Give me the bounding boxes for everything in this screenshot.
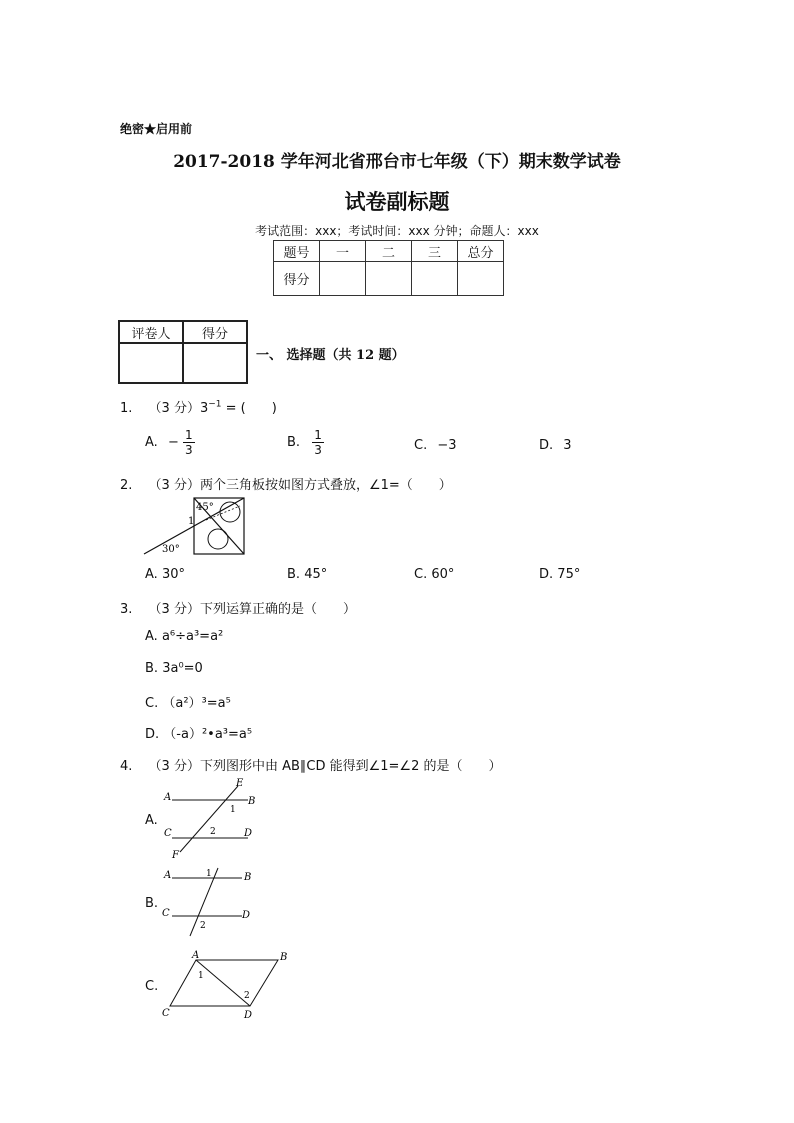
fraction-numerator: 1	[314, 428, 322, 442]
option-label: D.	[539, 438, 554, 453]
score-input-cell[interactable]	[458, 262, 504, 296]
score-input-cell[interactable]	[366, 262, 412, 296]
question-stem-suffix: = ( )	[221, 401, 277, 416]
q1-option-a[interactable]	[145, 428, 195, 457]
q4-option-a[interactable]	[145, 813, 158, 828]
option-label: A.	[145, 629, 158, 644]
confidential-label: 绝密★启用前	[120, 122, 193, 136]
question-2	[120, 474, 452, 493]
option-label: B.	[287, 435, 301, 450]
q3-option-d[interactable]	[145, 723, 252, 742]
q2-option-b[interactable]	[287, 567, 327, 582]
option-text: 60°	[431, 567, 455, 582]
point-f-label: F	[172, 850, 179, 860]
option-label: B.	[145, 661, 159, 676]
question-stem: （3 分）下列运算正确的是（ ）	[148, 602, 356, 617]
fraction-denominator: 3	[314, 443, 322, 457]
option-label: D.	[539, 567, 554, 582]
option-text: （-a）²•a³=a⁵	[163, 727, 253, 742]
option-label: A.	[145, 567, 158, 582]
q3-option-c[interactable]	[145, 692, 231, 711]
point-a-label: A	[164, 792, 172, 803]
question-number: 4.	[120, 759, 133, 774]
option-label: C.	[145, 979, 159, 994]
score-input-cell[interactable]	[412, 262, 458, 296]
option-label: C.	[145, 696, 159, 711]
q1-option-c[interactable]	[414, 438, 457, 453]
angle-2-label: 2	[244, 991, 250, 1001]
question-stem: （3 分）下列图形中由 AB∥CD 能得到∠1=∠2 的是（ ）	[148, 759, 502, 774]
point-d-label: D	[242, 910, 251, 921]
option-text: （a²）³=a⁵	[162, 696, 231, 711]
question-stem-prefix: （3 分）3	[148, 401, 209, 416]
angle-2-label: 2	[200, 921, 206, 931]
q4-figure-b	[160, 864, 270, 940]
option-text: a⁶÷a³=a²	[161, 629, 224, 644]
triangle-figure	[140, 494, 250, 558]
option-text: 3a⁰=0	[162, 661, 203, 676]
angle-1-label: 1	[230, 805, 236, 815]
q2-option-c[interactable]	[414, 567, 454, 582]
option-label: B.	[145, 896, 159, 911]
question-3	[120, 598, 356, 617]
grader-table	[118, 320, 248, 384]
question-1	[120, 397, 277, 416]
exam-subtitle: 试卷副标题	[344, 189, 450, 214]
option-text: −3	[437, 438, 457, 453]
option-label: A.	[145, 813, 158, 828]
question-number: 2.	[120, 478, 133, 493]
score-header-cell: 题号	[274, 241, 320, 262]
option-label: D.	[145, 727, 160, 742]
grader-header-cell: 评卷人	[119, 321, 183, 343]
score-table	[273, 240, 504, 296]
score-header-cell: 一	[320, 241, 366, 262]
q4-option-b[interactable]	[145, 896, 158, 911]
angle-1-label: 1	[198, 971, 204, 981]
point-b-label: B	[248, 796, 256, 807]
fraction-denominator: 3	[184, 443, 193, 457]
angle-30-label: 30°	[162, 544, 180, 555]
fraction	[312, 428, 324, 457]
grader-input-cell[interactable]	[183, 343, 247, 383]
option-text: 75°	[557, 567, 581, 582]
fraction	[183, 428, 195, 457]
q4-option-c[interactable]	[145, 979, 158, 994]
option-text: 45°	[304, 567, 328, 582]
point-c-label: C	[162, 908, 170, 919]
score-header-cell: 二	[366, 241, 412, 262]
q4-figure-a	[160, 776, 270, 860]
score-header-cell: 总分	[458, 241, 504, 262]
q3-option-b[interactable]	[145, 661, 203, 676]
option-text: 30°	[161, 567, 185, 582]
q3-option-a[interactable]	[145, 629, 223, 644]
point-c-label: C	[162, 1008, 170, 1019]
point-a-label: A	[164, 870, 172, 881]
q1-option-b[interactable]	[287, 428, 324, 457]
angle-1-label: 1	[206, 869, 212, 879]
question-4	[120, 755, 502, 774]
fraction-numerator: 1	[184, 428, 193, 442]
option-sign: −	[167, 435, 179, 450]
option-label: C.	[414, 438, 428, 453]
angle-2-label: 2	[210, 827, 216, 837]
angle-1-label: 1	[188, 516, 195, 527]
point-d-label: D	[244, 1010, 253, 1020]
q1-option-d[interactable]	[539, 438, 572, 453]
exam-info: 考试范围：xxx；考试时间：xxx 分钟；命题人：xxx	[255, 224, 539, 238]
angle-45-label: 45°	[196, 502, 214, 513]
score-row-label: 得分	[274, 262, 320, 296]
question-stem: （3 分）两个三角板按如图方式叠放，∠1=（ ）	[148, 478, 452, 493]
point-d-label: D	[244, 828, 253, 839]
section-title: 一、 选择题（共 12 题）	[256, 348, 405, 363]
option-label: C.	[414, 567, 428, 582]
point-b-label: B	[280, 952, 288, 963]
grader-header-cell: 得分	[183, 321, 247, 343]
question-number: 1.	[120, 401, 133, 416]
option-text: 3	[563, 438, 572, 453]
point-a-label: A	[192, 950, 200, 961]
score-header-cell: 三	[412, 241, 458, 262]
exam-title: 2017-2018 学年河北省邢台市七年级（下）期末数学试卷	[173, 152, 621, 172]
grader-input-cell[interactable]	[119, 343, 183, 383]
score-input-cell[interactable]	[320, 262, 366, 296]
q4-figure-c	[158, 948, 298, 1020]
question-number: 3.	[120, 602, 133, 617]
point-e-label: E	[236, 778, 244, 789]
option-label: A.	[145, 435, 158, 450]
q2-option-d[interactable]	[539, 567, 580, 582]
point-c-label: C	[164, 828, 172, 839]
point-b-label: B	[244, 872, 252, 883]
option-label: B.	[287, 567, 301, 582]
question-stem-exponent: −1	[208, 399, 222, 410]
q2-option-a[interactable]	[145, 567, 185, 582]
